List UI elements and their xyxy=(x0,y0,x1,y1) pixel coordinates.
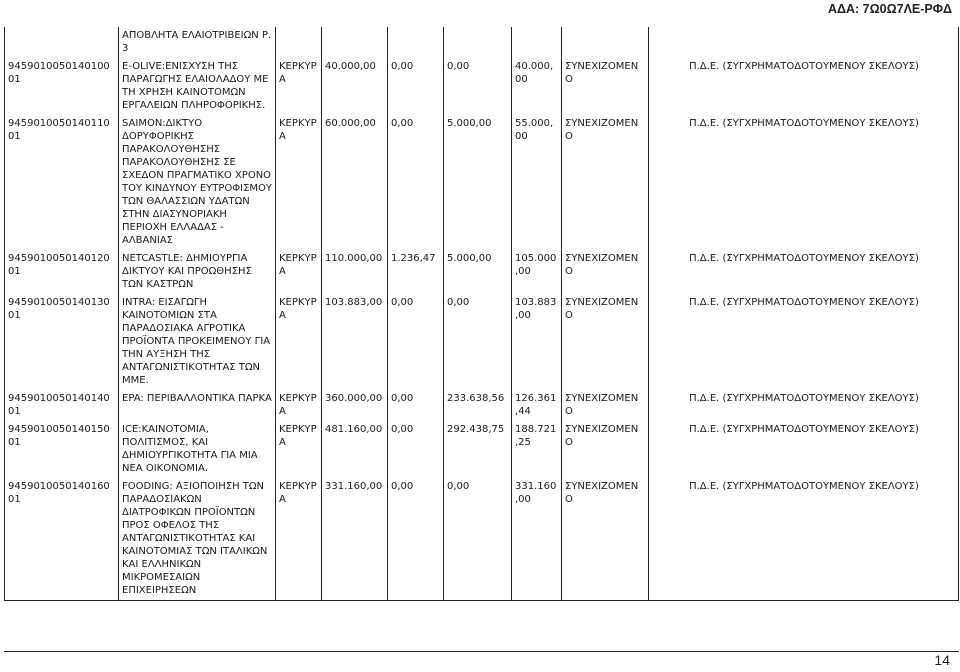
project-region: ΚΕΡΚΥΡΑ xyxy=(276,115,322,250)
remaining-amount: 40.000,00 xyxy=(512,58,562,115)
remaining-amount: 103.883,00 xyxy=(512,294,562,390)
budget-amount: 481.160,00 xyxy=(322,421,388,478)
table-row xyxy=(5,390,959,421)
project-code: 945901005014014001 xyxy=(5,390,119,421)
table-row xyxy=(5,294,959,390)
committed-amount: 292.438,75 xyxy=(444,421,512,478)
remaining-amount: 55.000,00 xyxy=(512,115,562,250)
project-code: 945901005014012001 xyxy=(5,250,119,294)
project-title: NETCASTLE: ΔΗΜΙΟΥΡΓΙΑ ΔΙΚΤΥΟΥ ΚΑΙ ΠΡΟΩΘΗΣΗΣ ΤΩΝ ΚΑΣΤΡΩΝ xyxy=(119,250,276,294)
project-title: INTRA: ΕΙΣΑΓΩΓΗ ΚΑΙΝΟΤΟΜΙΩΝ ΣΤΑ ΠΑΡΑΔΟΣΙΑΚΑ ΑΓΡΟΤΙΚΑ ΠΡΟΪΟΝΤΑ ΠΡΟΚΕΙΜΕΝΟΥ ΓΙΑ ΤΗΝ ΑΥΞΗΣΗ ΤΗΣ ΑΝΤΑΓΩΝΙΣΤΙΚΟΤΗΤΑΣ ΤΩΝ ΜΜΕ. xyxy=(119,294,276,390)
committed-amount: 5.000,00 xyxy=(444,115,512,250)
project-status: ΣΥΝΕΧΙΖΟΜΕΝΟ xyxy=(562,478,649,601)
document-ada-code: ΑΔΑ: 7Ω0Ω7ΛΕ-ΡΦΔ xyxy=(828,2,952,16)
project-region: ΚΕΡΚΥΡΑ xyxy=(276,294,322,390)
project-region: ΚΕΡΚΥΡΑ xyxy=(276,58,322,115)
budget-amount: 40.000,00 xyxy=(322,58,388,115)
funding-source: Π.Δ.Ε. (ΣΥΓΧΡΗΜΑΤΟΔΟΤΟΥΜΕΝΟΥ ΣΚΕΛΟΥΣ) xyxy=(649,250,959,294)
budget-amount: 360.000,00 xyxy=(322,390,388,421)
project-status: ΣΥΝΕΧΙΖΟΜΕΝΟ xyxy=(562,294,649,390)
remaining-amount: 188.721,25 xyxy=(512,421,562,478)
payments-amount: 0,00 xyxy=(388,478,444,601)
project-title: SAIMON:ΔΙΚΤΥΟ ΔΟΡΥΦΟΡΙΚΗΣ ΠΑΡΑΚΟΛΟΥΘΗΣΗΣ ΠΑΡΑΚΟΛΟΥΘΗΣΗΣ ΣΕ ΣΧΕΔΟΝ ΠΡΑΓΜΑΤΙΚΟ ΧΡΟΝΟ ΤΟΥ ΚΙΝΔΥΝΟΥ ΕΥΤΡΟΦΙΣΜΟΥ ΤΩΝ ΘΑΛΑΣΣΙΩΝ ΥΔΑΤΩΝ ΣΤΗΝ ΔΙΑΣΥΝΟΡΙΑΚΗ ΠΕΡΙΟΧΗ ΕΛΛΑΔΑΣ - ΑΛΒΑΝΙΑΣ xyxy=(119,115,276,250)
budget-amount: 60.000,00 xyxy=(322,115,388,250)
committed-amount: 5.000,00 xyxy=(444,250,512,294)
table-row xyxy=(5,478,959,601)
project-region: ΚΕΡΚΥΡΑ xyxy=(276,390,322,421)
project-title: E-OLIVE:ΕΝΙΣΧΥΣΗ ΤΗΣ ΠΑΡΑΓΩΓΗΣ ΕΛΑΙΟΛΑΔΟΥ ΜΕ ΤΗ ΧΡΗΣΗ ΚΑΙΝΟΤΟΜΩΝ ΕΡΓΑΛΕΙΩΝ ΠΛΗΡΟΦΟΡΙΚΗΣ. xyxy=(119,58,276,115)
intro-text: ΑΠΟΒΛΗΤΑ ΕΛΑΙΟΤΡΙΒΕΙΩΝ Ρ. 3 xyxy=(119,27,276,58)
budget-amount: 110.000,00 xyxy=(322,250,388,294)
committed-amount: 0,00 xyxy=(444,478,512,601)
funding-source: Π.Δ.Ε. (ΣΥΓΧΡΗΜΑΤΟΔΟΤΟΥΜΕΝΟΥ ΣΚΕΛΟΥΣ) xyxy=(649,58,959,115)
funding-source: Π.Δ.Ε. (ΣΥΓΧΡΗΜΑΤΟΔΟΤΟΥΜΕΝΟΥ ΣΚΕΛΟΥΣ) xyxy=(649,421,959,478)
committed-amount: 0,00 xyxy=(444,294,512,390)
payments-amount: 0,00 xyxy=(388,390,444,421)
funding-source: Π.Δ.Ε. (ΣΥΓΧΡΗΜΑΤΟΔΟΤΟΥΜΕΝΟΥ ΣΚΕΛΟΥΣ) xyxy=(649,115,959,250)
table-row xyxy=(5,250,959,294)
budget-amount: 331.160,00 xyxy=(322,478,388,601)
table-row xyxy=(5,421,959,478)
table-row xyxy=(5,115,959,250)
budget-table xyxy=(4,27,959,601)
project-title: FOODING: ΑΞΙΟΠΟΙΗΣΗ ΤΩΝ ΠΑΡΑΔΟΣΙΑΚΩΝ ΔΙΑΤΡΟΦΙΚΩΝ ΠΡΟΪΟΝΤΩΝ ΠΡΟΣ ΟΦΕΛΟΣ ΤΗΣ ΑΝΤΑΓΩΝΙΣΤΙΚΟΤΗΤΑΣ ΚΑΙ ΚΑΙΝΟΤΟΜΙΑΣ ΤΩΝ ΙΤΑΛΙΚΩΝ ΚΑΙ ΕΛΛΗΝΙΚΩΝ ΜΙΚΡΟΜΕΣΑΙΩΝ ΕΠΙΧΕΙΡΗΣΕΩΝ xyxy=(119,478,276,601)
project-status: ΣΥΝΕΧΙΖΟΜΕΝΟ xyxy=(562,115,649,250)
project-title: EPA: ΠΕΡΙΒΑΛΛΟΝΤΙΚΑ ΠΑΡΚΑ xyxy=(119,390,276,421)
project-code: 9459010050140100​01 xyxy=(5,58,119,115)
funding-source: Π.Δ.Ε. (ΣΥΓΧΡΗΜΑΤΟΔΟΤΟΥΜΕΝΟΥ ΣΚΕΛΟΥΣ) xyxy=(649,390,959,421)
budget-amount: 103.883,00 xyxy=(322,294,388,390)
table-row-intro xyxy=(5,27,959,58)
funding-source: Π.Δ.Ε. (ΣΥΓΧΡΗΜΑΤΟΔΟΤΟΥΜΕΝΟΥ ΣΚΕΛΟΥΣ) xyxy=(649,294,959,390)
project-region: ΚΕΡΚΥΡΑ xyxy=(276,478,322,601)
project-region: ΚΕΡΚΥΡΑ xyxy=(276,421,322,478)
remaining-amount: 331.160,00 xyxy=(512,478,562,601)
payments-amount: 0,00 xyxy=(388,294,444,390)
page-number: 14 xyxy=(934,652,950,668)
committed-amount: 233.638,56 xyxy=(444,390,512,421)
project-status: ΣΥΝΕΧΙΖΟΜΕΝΟ xyxy=(562,58,649,115)
payments-amount: 0,00 xyxy=(388,58,444,115)
page-divider xyxy=(4,651,959,652)
project-code: 945901005014016001 xyxy=(5,478,119,601)
project-status: ΣΥΝΕΧΙΖΟΜΕΝΟ xyxy=(562,250,649,294)
project-status: ΣΥΝΕΧΙΖΟΜΕΝΟ xyxy=(562,421,649,478)
funding-source: Π.Δ.Ε. (ΣΥΓΧΡΗΜΑΤΟΔΟΤΟΥΜΕΝΟΥ ΣΚΕΛΟΥΣ) xyxy=(649,478,959,601)
payments-amount: 0,00 xyxy=(388,421,444,478)
payments-amount: 1.236,47 xyxy=(388,250,444,294)
remaining-amount: 105.000,00 xyxy=(512,250,562,294)
project-title: ICE:ΚΑΙΝΟΤΟΜΙΑ, ΠΟΛΙΤΙΣΜΟΣ, ΚΑΙ ΔΗΜΙΟΥΡΓΙΚΟΤΗΤΑ ΓΙΑ ΜΙΑ ΝΕΑ ΟΙΚΟΝΟΜΙΑ. xyxy=(119,421,276,478)
remaining-amount: 126.361,44 xyxy=(512,390,562,421)
project-status: ΣΥΝΕΧΙΖΟΜΕΝΟ xyxy=(562,390,649,421)
project-code: 945901005014015001 xyxy=(5,421,119,478)
project-region: ΚΕΡΚΥΡΑ xyxy=(276,250,322,294)
committed-amount: 0,00 xyxy=(444,58,512,115)
project-code: 945901005014011001 xyxy=(5,115,119,250)
payments-amount: 0,00 xyxy=(388,115,444,250)
table-row xyxy=(5,58,959,115)
project-code: 945901005014013001 xyxy=(5,294,119,390)
